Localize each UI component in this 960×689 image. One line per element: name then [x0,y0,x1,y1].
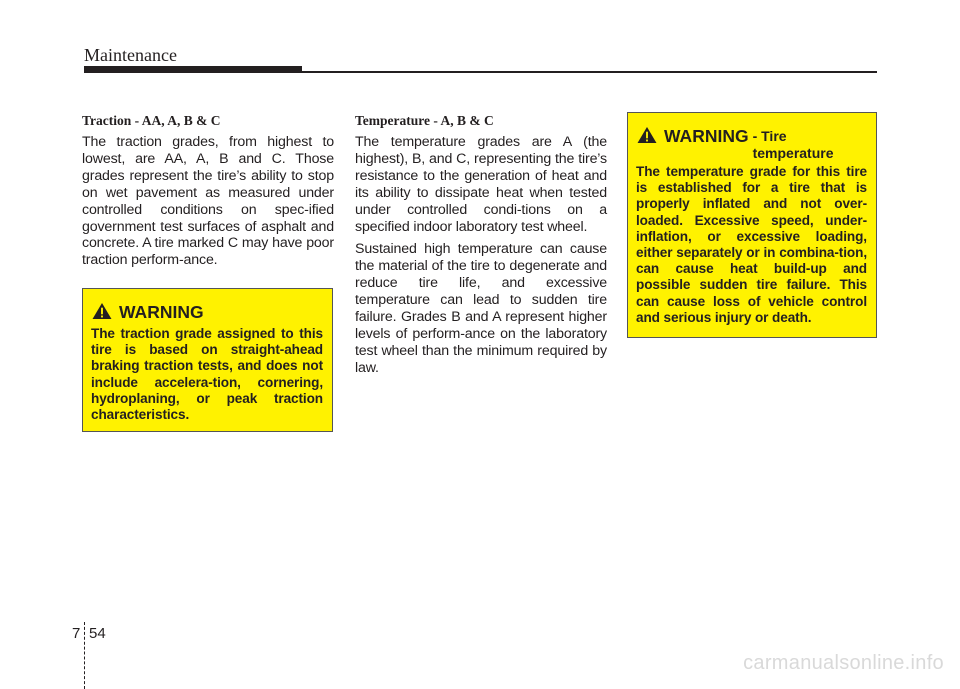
temperature-warning-box [627,112,877,338]
watermark: carmanualsonline.info [743,652,944,674]
warning-header [91,302,323,322]
warning-body: The traction grade assigned to this tire is based on straight-ahead braking traction tests, and does not include accelera-tion, cornering, hydroplaning, or peak traction characteristics. [91,326,323,423]
warning-subtitle: - Tire temperature [752,128,834,161]
temperature-paragraph-2: Sustained high temperature can cause the material of the tire to degenerate and reduce tire life, and excessive temperature can lead to sudden tire failure. Grades B and A represent higher levels of perform-ance on the laboratory test wheel than the minimum required by law. [355,241,607,376]
traction-paragraph: The traction grades, from highest to lowest, are AA, A, B and C. Those grades represent the tire’s ability to stop on wet pavement as measured under controlled conditions on spec-ified government test surfaces of asphalt and concrete. A tire marked C may have poor traction perform-ance. [82,134,334,269]
warning-title: WARNING [664,126,749,146]
warning-header [636,126,867,162]
warning-body: The temperature grade for this tire is established for a tire that is properly inflated and not over-loaded. Excessive speed, under-inflation, or excessive loading, either separately or in combina-tion, can cause heat build-up and possible sudden tire failure. This can cause loss of vehicle control and serious injury or death. [636,164,867,325]
header-rule-thin [302,71,877,73]
traction-warning-box [82,288,333,432]
traction-section [82,112,334,275]
warning-title: WARNING [119,302,204,322]
chapter-number: 7 [72,625,81,642]
temperature-paragraph-1: The temperature grades are A (the highest), B, and C, representing the tire’s resistance to the generation of heat and its ability to dissipate heat when tested under controlled condi-tions on a specified indoor laboratory test wheel. [355,134,607,235]
page-number: 54 [89,625,106,642]
warning-triangle-icon [636,126,658,144]
footer-divider [84,622,85,689]
section-title: Maintenance [84,45,177,65]
header-rule-thick [84,66,302,73]
warning-triangle-icon [91,302,113,320]
temperature-heading: Temperature - A, B & C [355,113,494,128]
traction-heading: Traction - AA, A, B & C [82,113,221,128]
temperature-section [355,112,607,383]
